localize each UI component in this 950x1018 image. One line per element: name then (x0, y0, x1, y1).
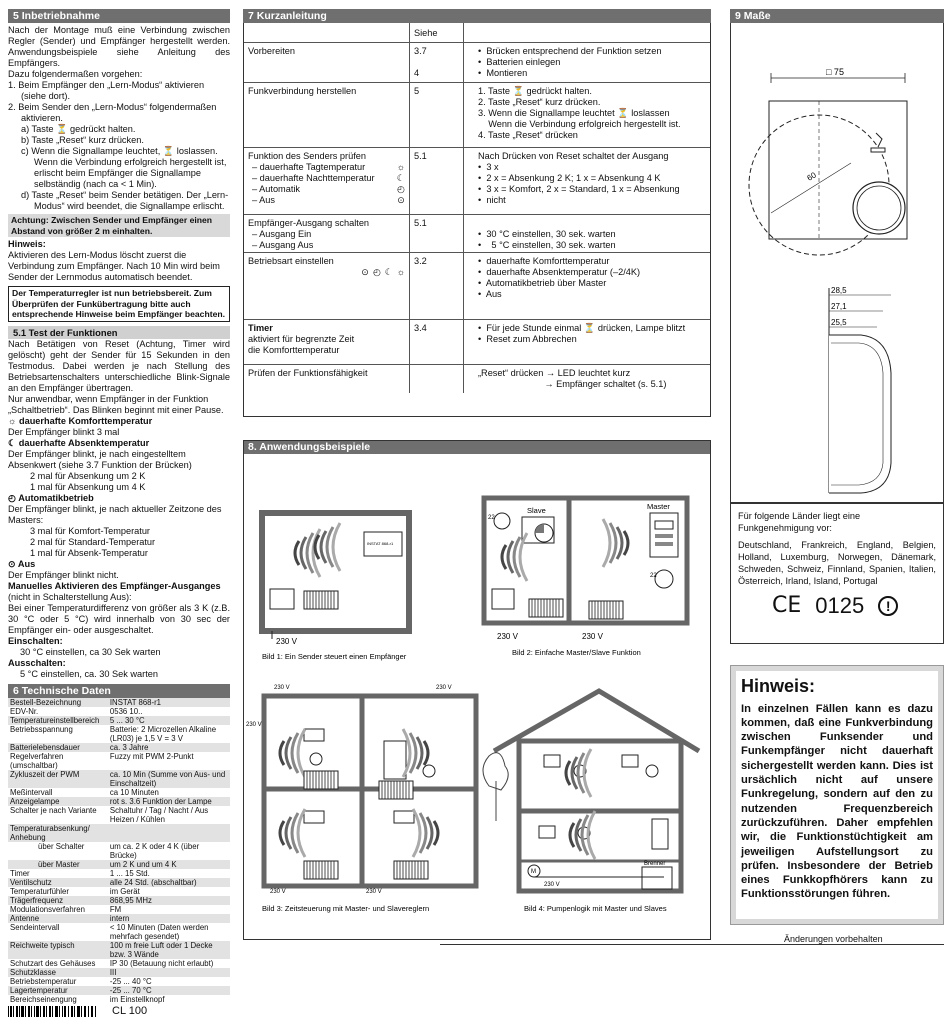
spec-row (8, 806, 230, 824)
s5-ready-note: Der Temperaturregler ist nun betriebsbereit. Zum Überprüfen der Funkübertragung bitte auch entsprechende Hinweise beim Empfänger beachten. (8, 286, 230, 322)
dim-255: 25,5 (831, 318, 847, 327)
bild-3 (246, 685, 476, 913)
spec-value: um ca. 2 K oder 4 K (über Brücke) (109, 841, 200, 860)
caption-bild-3: Bild 3: Zeitsteuerung mit Master- und Slavereglern (262, 904, 430, 913)
spec-row (8, 860, 230, 869)
kurz-item: • 3 x = Komfort, 2 x = Standard, 1 x = Absenkung (478, 184, 680, 194)
kurz-row (244, 43, 710, 83)
s51-p1: Nach Betätigen von Reset (Achtung, Timer wird gelöscht) geht der Sender für 15 Sekunden in den Testmodus. Dabei werden je nach Stellung des Betriebsartenschalters unterschiedliche Blink-Signale an den Empfänger übertragen. (8, 338, 230, 393)
spec-value: im Einstellknopf (109, 994, 165, 1004)
bild-2 (484, 498, 687, 657)
svg-text:230 V: 230 V (274, 685, 290, 691)
spec-value: 1 ... 15 Std. (109, 868, 150, 878)
svg-text:INSTAT 868-r1: INSTAT 868-r1 (367, 541, 394, 546)
kurz-siehe-ref: 3.7 (414, 46, 427, 56)
section-6-header: 6 Technische Daten (8, 684, 230, 698)
kurz-items (463, 43, 710, 82)
kurz-item: 2. Taste „Reset“ kurz drücken. (478, 97, 601, 107)
column-left (8, 9, 230, 1018)
laender-intro: Für folgende Länder liegt eine Funkgenehmigung vor: (738, 511, 861, 533)
spec-value: IP 30 (Betauung nicht erlaubt) (109, 958, 214, 968)
kurz-label-text: Betriebsart einstellen (248, 256, 334, 266)
kurz-siehe (409, 83, 463, 147)
kurz-item: • 5 °C einstellen, 30 sek. warten (478, 240, 616, 250)
spec-value: 0536 10.. (109, 706, 143, 716)
svg-text:Brenner: Brenner (644, 861, 666, 867)
mode-icon: ◴ (372, 267, 381, 277)
spec-value: um 2 K und um 4 K (108, 860, 230, 869)
spec-key: Lagertemperatur (8, 986, 108, 995)
spec-value: alle 24 Std. (abschaltbar) (108, 878, 230, 887)
s51-aus-schalten-heading: Ausschalten: (8, 657, 66, 668)
kurz-sub-line (248, 345, 405, 356)
kurz-siehe-ref (414, 368, 459, 379)
spec-value: -25 ... 70 °C (108, 986, 230, 995)
spec-value: < 10 Minuten (Daten werden mehrfach gesendet) (109, 922, 209, 941)
svg-text:230 V: 230 V (366, 889, 382, 895)
section-7-header: 7 Kurzanleitung (243, 9, 711, 23)
spec-value: -25 ... 40 °C (109, 976, 152, 986)
tech-data-table (8, 698, 230, 1004)
mode-icon: ☼ (396, 162, 405, 172)
kurz-sub-line (248, 195, 405, 206)
kurz-sub: aktiviert für begrenzte Zeit (248, 334, 355, 344)
caption-bild-1: Bild 1: Ein Sender steuert einen Empfänger (262, 652, 407, 661)
spec-row (8, 725, 230, 743)
spec-value: rot s. 3.6 Funktion der Lampe (108, 797, 230, 806)
kurz-siehe (409, 253, 463, 319)
spec-key: Schalter je nach Variante (10, 805, 97, 815)
s51-auto-3: 3 mal für Komfort-Temperatur (30, 525, 150, 536)
spec-value (108, 824, 230, 842)
svg-text:230 V: 230 V (246, 722, 262, 728)
section-51-header: 5.1 Test der Funktionen (8, 326, 230, 339)
dimension-svg (731, 23, 943, 501)
spec-row (8, 995, 230, 1004)
spec-value: Fuzzy mit PWM 2-Punkt (109, 751, 194, 761)
spec-row (8, 707, 230, 716)
kurz-siehe (409, 365, 463, 393)
spec-row (8, 887, 230, 896)
section-8-header: 8. Anwendungsbeispiele (243, 440, 711, 454)
s5-step1: 1. Beim Empfänger den „Lern-Modus“ aktivieren (siehe dort). (8, 80, 205, 101)
kurz-item: • Batterien einlegen (478, 57, 561, 67)
s51-auto-text: Der Empfänger blinkt, je nach aktueller Zeitzone des Masters: (8, 503, 222, 525)
s5-hinweis-label: Hinweis: (8, 239, 46, 249)
s5-step-b: b) Taste „Reset“ kurz drücken. (21, 135, 144, 145)
spec-row (8, 770, 230, 788)
kurz-sub-line (248, 240, 405, 251)
spec-key: Ventilschutz (8, 878, 108, 887)
kurz-siehe (409, 148, 463, 214)
bild-4 (483, 691, 699, 913)
kurz-row (244, 365, 710, 393)
kurz-label (244, 320, 409, 364)
kurz-item: 3. Wenn die Signallampe leuchtet ⏳ loslassen (478, 108, 670, 118)
spec-key: Meßintervall (10, 787, 53, 797)
kurz-label-text: Vorbereiten (248, 46, 295, 56)
spec-key: Timer (10, 868, 30, 878)
spec-key: Zykluszeit der PWM (8, 770, 108, 788)
s51-aus-text: Der Empfänger blinkt nicht. (8, 569, 119, 580)
kurz-label (244, 253, 409, 319)
kurz-label (244, 83, 409, 147)
ce-mark-row (738, 593, 936, 618)
kurz-item: „Reset“ drücken → LED leuchtet kurz (478, 368, 631, 378)
kurz-items (463, 320, 710, 364)
footer-line (440, 944, 944, 945)
kurz-label (244, 365, 409, 393)
spec-row (8, 788, 230, 797)
kurz-item: • Brücken entsprechend der Funktion setzen (478, 46, 662, 56)
s51-manuell-text: Bei einer Temperaturdifferenz von größer als 3 K (z.B. 30 °C oder 5 °C) wird innerhalb von 30 sec der Empfänger ein- oder ausgeschaltet. (8, 602, 230, 635)
s5-step-a: a) Taste ⏳ gedrückt halten. (21, 124, 136, 134)
spec-row (8, 824, 230, 842)
s5-intro: Nach der Montage muß eine Verbindung zwischen Regler (Sender) und Empfänger hergestellt werden. Anwendungsbeispiele siehe Anleitung des Empfängers. (8, 25, 230, 68)
anwendungsbeispiele-drawings (244, 441, 710, 939)
spec-key: Schutzklasse (8, 968, 108, 977)
s51-manuell-sub: (nicht in Schalterstellung Aus): (8, 591, 132, 602)
spec-key: Regelverfahren (umschaltbar) (10, 751, 64, 770)
kurz-sub-line (248, 334, 405, 345)
kurz-label (244, 43, 409, 82)
kurz-item: 1. Taste ⏳ gedrückt halten. (478, 86, 592, 96)
spec-key: EDV-Nr. (10, 706, 39, 716)
kurz-siehe (409, 215, 463, 252)
kurz-label-text: Funkverbindung herstellen (248, 86, 357, 96)
kurz-item: • dauerhafte Komforttemperatur (478, 256, 610, 266)
kurz-item: • nicht (478, 195, 506, 205)
s51-manuell-heading: Manuelles Aktivieren des Empfänger-Ausganges (8, 580, 221, 591)
svg-text:230 V: 230 V (270, 889, 286, 895)
s51-aus-schalten-text: 5 °C einstellen, ca. 30 Sek warten (20, 668, 158, 679)
kurz-item: • Aus (478, 289, 502, 299)
hinweis-title: Hinweis: (741, 676, 816, 696)
caption-bild-2: Bild 2: Einfache Master/Slave Funktion (512, 648, 641, 657)
kurz-item: • dauerhafte Absenktemperatur (–2/4K) (478, 267, 641, 277)
kurz-rows (244, 43, 710, 393)
spec-key: Schutzart des Gehäuses (10, 958, 96, 968)
column-middle (243, 9, 711, 417)
kurz-siehe (409, 43, 463, 82)
kurz-label-text: Funktion des Senders prüfen (248, 151, 366, 161)
kurz-row (244, 320, 710, 365)
hinweis-text: In einzelnen Fällen kann es dazu kommen, daß eine Funkverbindung zwischen Funksender und Funkempfänger nicht dauerhaft sichergestellt werden kann. Dies ist ursächlich nicht auf unsere Funkregelung, sondern auf den zu nutzenden Frequenzbereich zurückzuführen. Daher empfehlen wir, die Funktionstüchtigkeit am jeweiligen Aufstellungsort zu prüfen. Insbesondere der Betrieb eines Funkkopfhörers kann zu Funktionsstörungen führen. (741, 702, 933, 901)
kurz-items (463, 253, 710, 319)
svg-text:Slave: Slave (527, 506, 546, 515)
section-5-header: 5 Inbetriebnahme (8, 9, 230, 23)
spec-key: Batterielebensdauer (8, 743, 108, 752)
spec-value: III (108, 968, 230, 977)
svg-text:60: 60 (805, 170, 818, 183)
kurz-items (463, 215, 710, 252)
dim-75: □ 75 (826, 67, 844, 77)
column-right (730, 9, 944, 503)
spec-key: Bereichseinengung (10, 994, 77, 1004)
s51-ein-heading: Einschalten: (8, 635, 63, 646)
kurz-sub-line (248, 173, 405, 184)
spec-key: Temperaturabsenkung/ Anhebung (8, 824, 108, 842)
barcode-text: CL 100 (112, 1004, 148, 1017)
kurz-item: • Reset zum Abbrechen (478, 334, 577, 344)
s51-auto-heading: ◴ Automatikbetrieb (8, 492, 94, 503)
ce-number: 0125 (815, 593, 865, 618)
spec-value: ca. 3 Jahre (108, 743, 230, 752)
svg-text:Master: Master (647, 502, 670, 511)
spec-key: Betriebsspannung (10, 724, 73, 734)
approval-countries-box (730, 503, 944, 644)
kurz-item (478, 218, 706, 229)
s51-ein-text: 30 °C einstellen, ca 30 Sek warten (20, 646, 161, 657)
s5-step-d: d) Taste „Reset“ beim Sender betätigen. Der „Lern-Modus“ wird beendet, die Signallampe erlischt. (21, 190, 229, 211)
kurz-siehe-ref: 5 (414, 86, 420, 96)
mode-icon: ☾ (396, 173, 405, 183)
kurz-row (244, 253, 710, 320)
spec-row (8, 896, 230, 905)
spec-key: Sendeintervall (10, 922, 60, 932)
kurz-siehe-header: Siehe (409, 23, 463, 42)
s51-absenk-heading: ☾ dauerhafte Absenktemperatur (8, 437, 150, 448)
s51-komfort-heading: ☼ dauerhafte Komforttemperatur (8, 415, 153, 426)
laender-list: Deutschland, Frankreich, England, Belgien, Holland, Luxemburg, Norwegen, Dänemark, Schweden, Schweiz, Finnland, Spanien, Italien, Österreich, Irland, Island, Portugal (738, 540, 936, 586)
kurzanleitung-table (243, 23, 711, 417)
kurz-items (463, 83, 710, 147)
spec-key: Antenne (8, 914, 108, 923)
spec-row (8, 878, 230, 887)
anwendungsbeispiele (243, 440, 711, 940)
spec-row (8, 923, 230, 941)
kurz-item: 4. Taste „Reset“ drücken (478, 130, 578, 140)
svg-text:230 V: 230 V (436, 685, 452, 691)
section-9-header: 9 Maße (730, 9, 944, 23)
s51-absenk-text: Der Empfänger blinkt, je nach eingestelltem Absenkwert (siehe 3.7 Funktion der Brücken) (8, 448, 192, 470)
kurz-label-text: Empfänger-Ausgang schalten (248, 218, 370, 228)
spec-row (8, 986, 230, 995)
kurz-sub: – Ausgang Ein (252, 229, 312, 239)
kurz-sub: – Automatik (252, 184, 301, 194)
svg-text:230 V: 230 V (544, 882, 560, 888)
spec-key: Trägerfrequenz (8, 896, 108, 905)
ce-mark: CE (772, 593, 802, 618)
spec-row (8, 716, 230, 725)
spec-row (8, 743, 230, 752)
svg-text:22: 22 (650, 573, 657, 579)
kurz-label-text: Timer (248, 323, 273, 333)
spec-row (8, 977, 230, 986)
s51-p2: Nur anwendbar, wenn Empfänger in der Funktion „Schaltbetrieb“. Das Blinken beginnt mit einer Pause. (8, 393, 224, 415)
spec-row (8, 905, 230, 914)
kurz-sub: die Komforttemperatur (248, 345, 340, 355)
spec-value: Schaltuhr / Tag / Nacht / Aus Heizen / Kühlen (109, 805, 209, 824)
mode-icon: ⊙ (361, 267, 369, 277)
barcode (8, 1005, 230, 1018)
svg-text:M: M (531, 869, 536, 875)
kurz-siehe-ref: 5.1 (414, 218, 427, 228)
mode-icon: ☾ (384, 267, 393, 277)
s51-komfort-text: Der Empfänger blinkt 3 mal (8, 426, 120, 437)
kurz-row (244, 215, 710, 253)
spec-value: FM (109, 904, 122, 914)
s51-absenk-2: 2 mal für Absenkung um 2 K (30, 470, 146, 481)
kurz-sub: – Ausgang Aus (252, 240, 314, 250)
spec-row (8, 869, 230, 878)
kurz-sub-line (248, 162, 405, 173)
kurz-siehe-ref (414, 57, 459, 68)
kurz-sub: – Aus (252, 195, 275, 205)
kurz-item: • 2 x = Absenkung 2 K; 1 x = Absenkung 4 K (478, 173, 661, 183)
s51-auto-1: 1 mal für Absenk-Temperatur (30, 547, 148, 558)
alert-icon: ! (878, 596, 898, 616)
bild-1 (262, 513, 409, 661)
spec-value: ca. 10 Min (Summe von Aus- und Einschaltzeit) (108, 770, 230, 788)
spec-key: über Schalter (38, 841, 85, 851)
kurz-label (244, 148, 409, 214)
svg-text:22: 22 (488, 515, 495, 521)
spec-value: intern (108, 914, 230, 923)
s5-warning: Achtung: Zwischen Sender und Empfänger einen Abstand von größer 2 m einhalten. (8, 214, 230, 237)
spec-key: Modulationsverfahren (10, 904, 85, 914)
kurz-sub-line (248, 229, 405, 240)
kurz-item: • Automatikbetrieb über Master (478, 278, 607, 288)
spec-value: 100 m freie Luft oder 1 Decke bzw. 3 Wände (108, 941, 230, 959)
s51-aus-heading: ⊙ Aus (8, 558, 36, 569)
kurz-label (244, 215, 409, 252)
dimensions-drawing (730, 23, 944, 503)
spec-key: Reichweite typisch (8, 941, 108, 959)
svg-text:230 V: 230 V (276, 637, 297, 646)
kurz-header-row (244, 23, 710, 43)
mode-icon: ◴ (396, 184, 405, 194)
spec-value: 5 ... 30 °C (108, 716, 230, 725)
kurz-item: Wenn die Verbindung erfolgreich hergestellt ist. (478, 119, 681, 129)
kurz-items (463, 365, 710, 393)
s5-intro2: Dazu folgendermaßen vorgehen: (8, 69, 143, 79)
kurz-sub-line (248, 184, 405, 195)
dim-271: 27,1 (831, 302, 847, 311)
spec-key: Bestell-Bezeichnung (8, 698, 108, 707)
spec-key: über Master (8, 860, 108, 869)
spec-row (8, 968, 230, 977)
spec-row (8, 797, 230, 806)
kurz-sub: – dauerhafte Nachttemperatur (252, 173, 375, 183)
s5-step2: 2. Beim Sender den „Lern-Modus“ folgendermaßen aktivieren. (8, 102, 217, 123)
kurz-siehe-ref: 3.2 (414, 256, 427, 266)
svg-text:230 V: 230 V (582, 632, 603, 641)
spec-row (8, 698, 230, 707)
s5-hinweis-text: Aktivieren des Lern-Modus löscht zuerst die Verbindung zum Empfänger. Nach 10 Min wird beim Sender der Lernmodus automatisch beendet. (8, 250, 220, 282)
spec-row (8, 842, 230, 860)
s51-auto-2: 2 mal für Standard-Temperatur (30, 536, 156, 547)
mode-icon: ⊙ (397, 195, 405, 205)
kurz-siehe-ref: 4 (414, 68, 420, 78)
hinweis-box (730, 665, 944, 925)
kurz-label-text: Prüfen der Funktionsfähigkeit (248, 368, 368, 378)
footer-changes: Änderungen vorbehalten (784, 934, 883, 944)
spec-value: im Gerät (109, 886, 140, 896)
spec-row (8, 914, 230, 923)
kurz-sub: – dauerhafte Tagtemperatur (252, 162, 366, 172)
kurz-row (244, 148, 710, 215)
mode-icon: ☼ (396, 267, 405, 277)
dim-285: 28,5 (831, 286, 847, 295)
kurz-items (463, 148, 710, 214)
spec-value: Batterie: 2 Microzellen Alkaline (LR03) je 1,5 V = 3 V (109, 724, 217, 743)
kurz-row (244, 83, 710, 148)
spec-row (8, 941, 230, 959)
kurz-siehe (409, 320, 463, 364)
kurz-siehe-ref: 5.1 (414, 151, 427, 161)
kurz-item: • Für jede Stunde einmal ⏳ drücken, Lampe blitzt (478, 323, 686, 333)
kurz-item: • 30 °C einstellen, 30 sek. warten (478, 229, 616, 239)
kurz-item: Nach Drücken von Reset schaltet der Ausgang (478, 151, 669, 161)
s51-absenk-1: 1 mal für Absenkung um 4 K (30, 481, 146, 492)
s5-step-c: c) Wenn die Signallampe leuchtet, ⏳ loslassen. Wenn die Verbindung erfolgreich hergestellt ist, erlischt beim Empfänger die Signallampe selbständig (nach ca < 1 Min). (21, 146, 227, 189)
kurz-item: • Montieren (478, 68, 528, 78)
barcode-image (8, 1006, 98, 1017)
spec-key: Temperaturfühler (10, 886, 69, 896)
spec-key: Anzeigelampe (8, 797, 108, 806)
caption-bild-4: Bild 4: Pumpenlogik mit Master und Slaves (524, 904, 667, 913)
kurz-siehe-ref: 3.4 (414, 323, 427, 333)
kurz-item: → Empfänger schaltet (s. 5.1) (478, 379, 667, 389)
spec-key: Betriebstemperatur (10, 976, 77, 986)
spec-value: ca 10 Minuten (109, 787, 159, 797)
kurz-item: • 3 x (478, 162, 499, 172)
spec-value: INSTAT 868-r1 (108, 698, 230, 707)
svg-text:230 V: 230 V (497, 632, 518, 641)
spec-row (8, 752, 230, 770)
spec-key: Temperatureinstellbereich (8, 716, 108, 725)
spec-row (8, 959, 230, 968)
spec-value: 868,95 MHz (108, 896, 230, 905)
